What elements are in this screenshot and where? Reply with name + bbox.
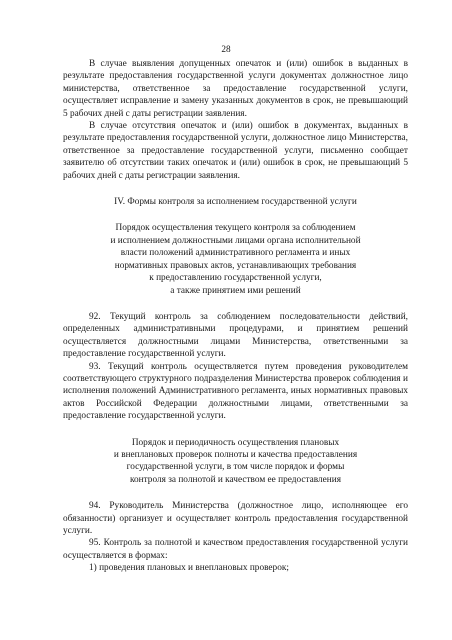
page-number: 28 <box>221 45 231 55</box>
heading-line: государственной услуги, в том числе порядок и формы <box>126 462 345 473</box>
paragraph-92: 92. Текущий контроль за соблюдением последовательности действий, определенных административными процедурами, и принятием решений осуществляется должностными лицами Министерства, ответственными за предоставление государственной услуги. <box>63 311 408 360</box>
heading-line: а также принятием ими решений <box>170 285 301 296</box>
paragraph-no-typos: В случае отсутствия опечаток и (или) ошибок в документах, выданных в результате предоставления государственной услуги, должностное лицо Министерства, ответственное за предоставление государственной услуги, письменно сообщает заявителю об отсутствии таких опечаток и (или) ошибок в срок, не превышающий 5 рабочих дней с даты регистрации заявления. <box>63 121 408 181</box>
section-title: IV. Формы контроля за исполнением государственной услуги <box>114 197 357 208</box>
subsection-heading-inspections <box>63 437 408 487</box>
paragraph-94: 94. Руководитель Министерства (должностное лицо, исполняющее его обязанности) организует и осуществляет контроль предоставления государственной услуги. <box>63 501 408 536</box>
paragraph-typo-correction: В случае выявления допущенных опечаток и (или) ошибок в выданных в результате предоставления государственной услуги документах должностное лицо министерства, ответственное за предоставление государственной услуги, осуществляет исправление и замену указанных документов в срок, не превышающий 5 рабочих дней с даты регистрации заявления. <box>63 59 408 119</box>
paragraph-93: 93. Текущий контроль осуществляется путем проведения руководителем соответствующего структурного подразделения Министерства проверок соблюдения и исполнения положений Административного регламента, иных нормативных правовых актов Российской Федерации должностными лицами, ответственными за предоставление государственной услуги. <box>63 361 408 422</box>
heading-line: Порядок и периодичность осуществления плановых <box>131 437 340 448</box>
subsection-heading-current-control <box>63 222 408 296</box>
heading-line: нормативных правовых актов, устанавливающих требования <box>114 260 357 271</box>
heading-line: и исполнением должностными лицами органа исполнительной <box>110 235 361 246</box>
heading-line: власти положений административного регламента и иных <box>120 248 351 259</box>
heading-line: Порядок осуществления текущего контроля за соблюдением <box>115 223 356 234</box>
heading-line: контроля за полнотой и качеством ее предоставления <box>129 474 342 485</box>
list-item-1: 1) проведения плановых и внеплановых проверок; <box>89 563 289 574</box>
heading-line: и внеплановых проверок полноты и качества предоставления <box>113 449 358 460</box>
paragraph-95: 95. Контроль за полнотой и качеством предоставления государственной услуги осуществляется в формах: <box>63 538 408 561</box>
heading-line: к предоставлению государственной услуги, <box>149 273 322 284</box>
